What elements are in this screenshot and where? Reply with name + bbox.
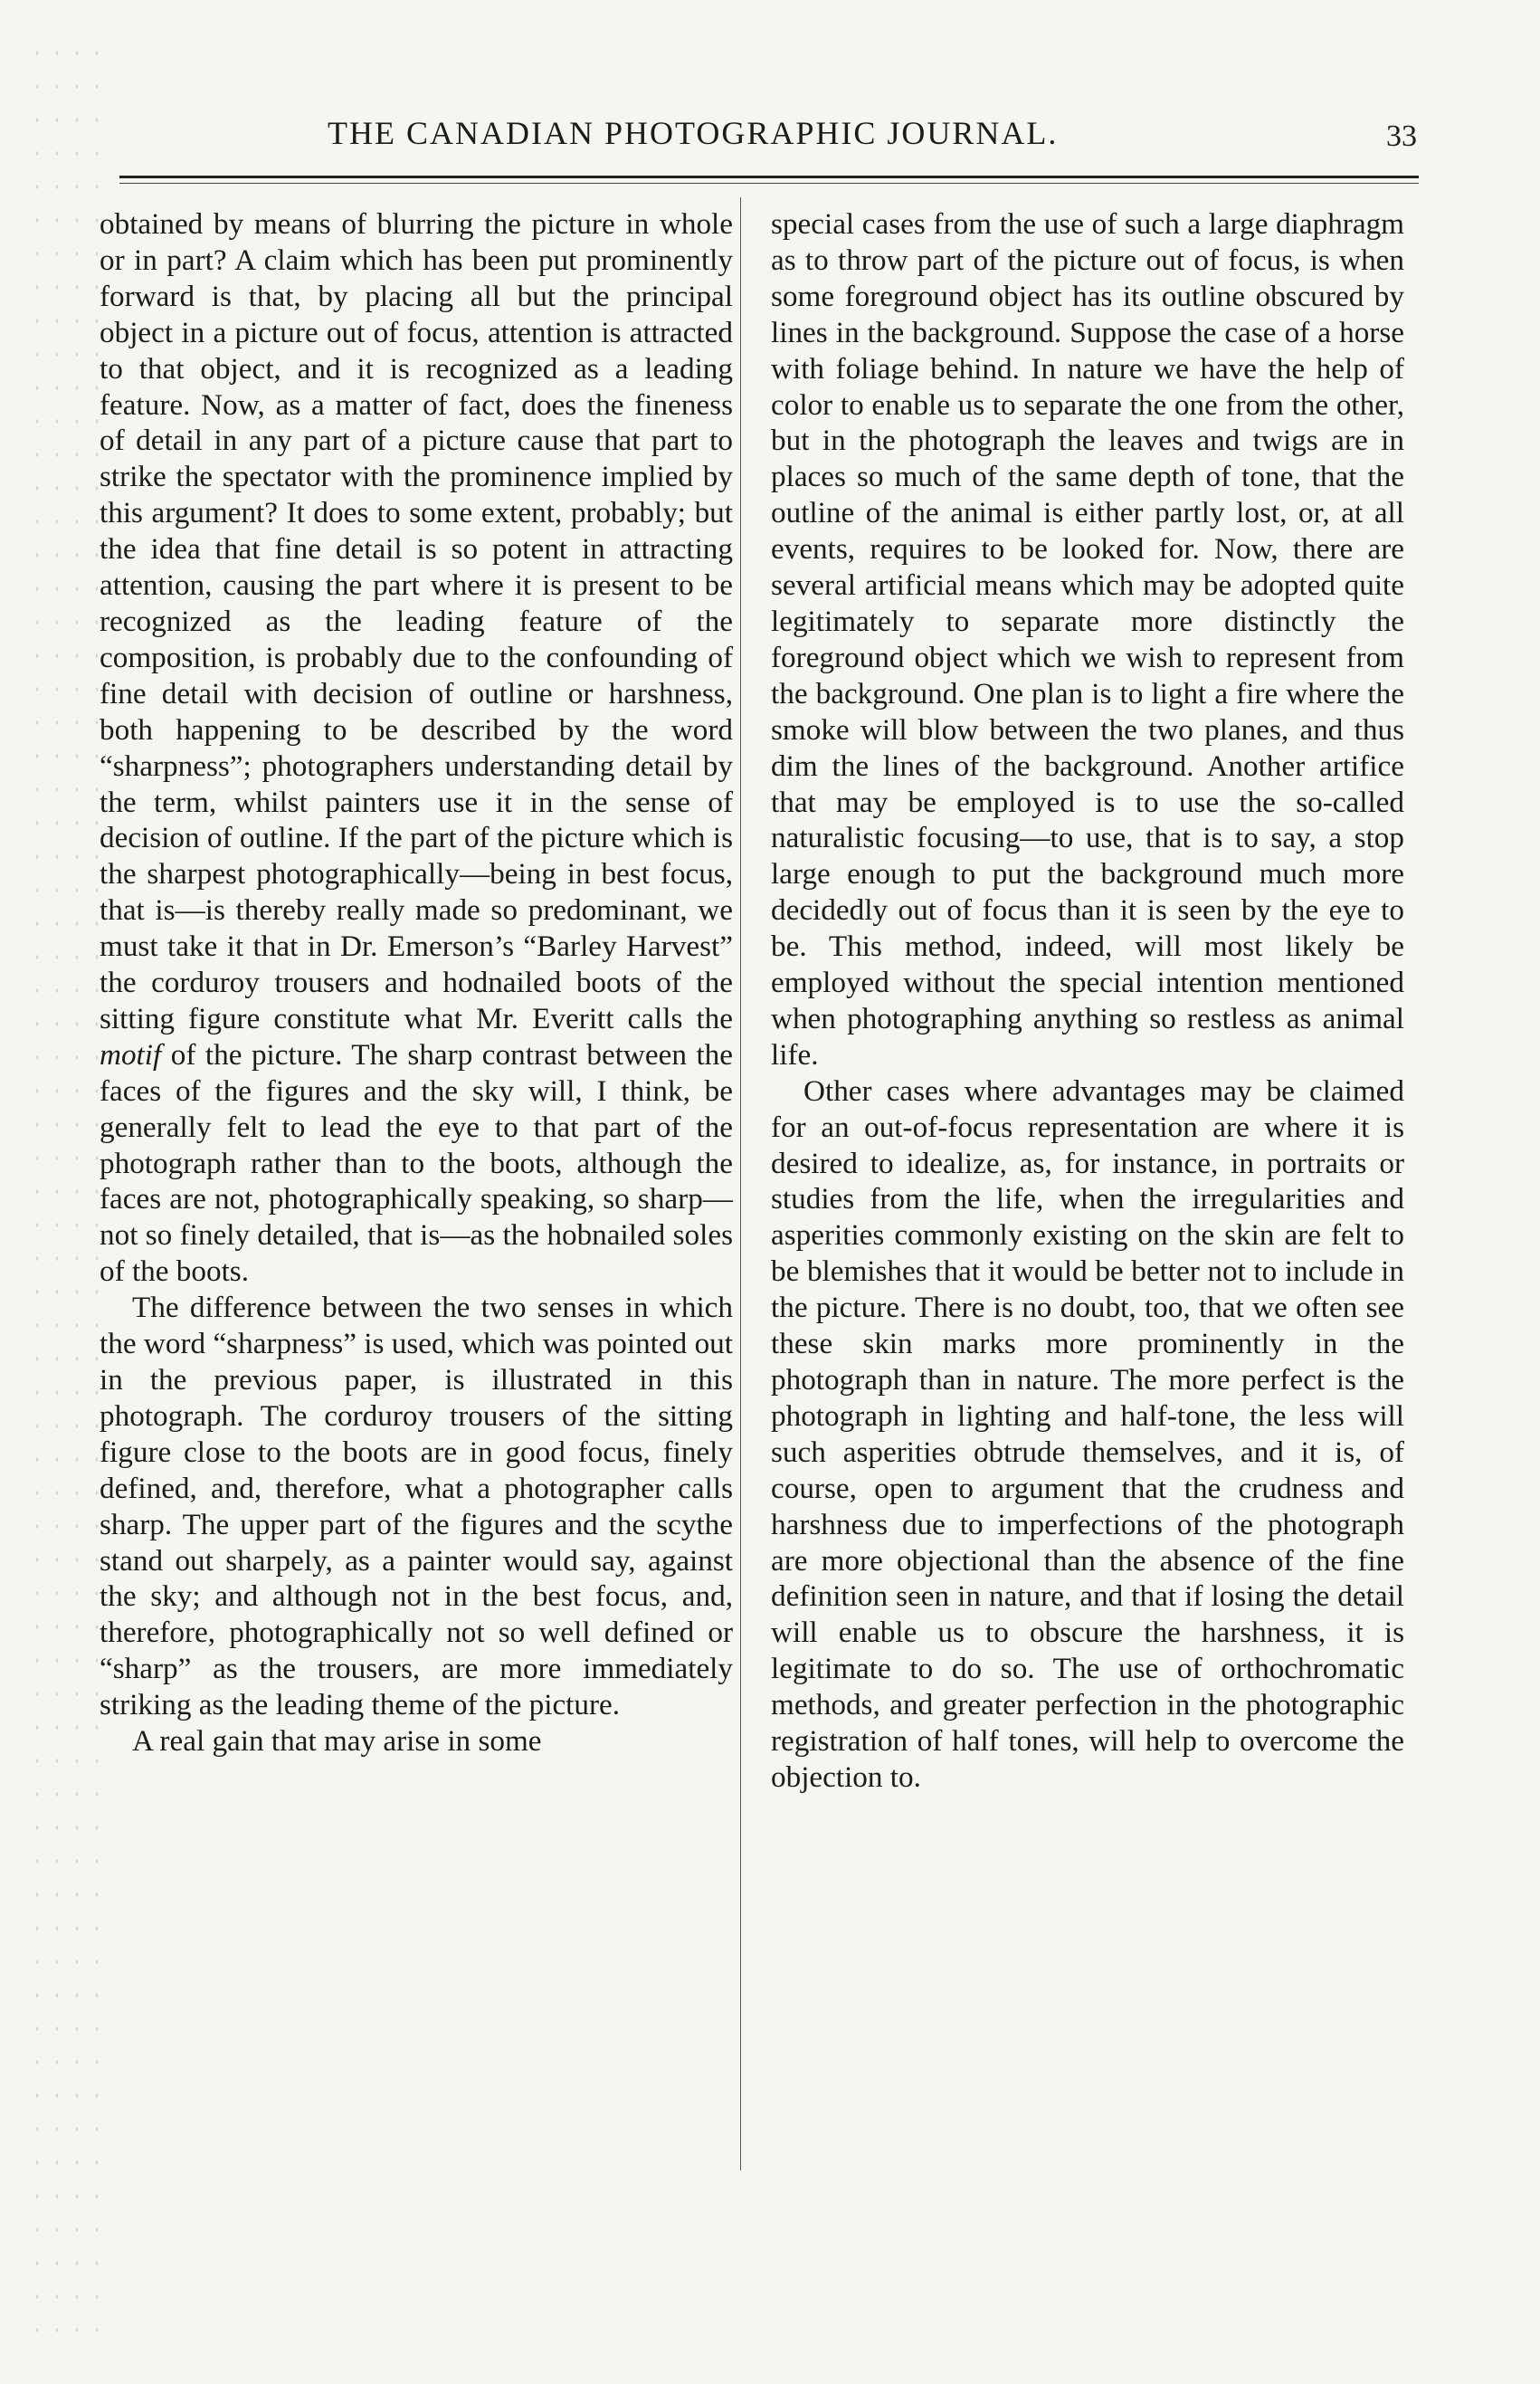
right-paragraph-2: Other cases where advantages may be claimed for an out-of-focus representation are where it is desired to idealize, as, for instance, in portraits or studies from the life, when the irregularities and asperities commonly existing on the skin are felt to be blemishes that it would be better not to include in the picture. There is no doubt, too, that we often see these skin marks more prominently in the photograph than in nature. The more perfect is the photograph in lighting and half-tone, the less will such asperities obtrude themselves, and it is, of course, open to argument that the crudness and harshness due to imperfections of the photograph are more objectional than the absence of the fine definition seen in nature, and that if losing the detail will enable us to obscure the harshness, it is legitimate to do so. The use of orthochromatic methods, and greater perfection in the photographic registration of half tones, will help to overcome the objection to. (771, 1073, 1404, 1794)
journal-title: THE CANADIAN PHOTOGRAPHIC JOURNAL. (328, 115, 1059, 151)
motif-italic: motif (100, 1037, 162, 1072)
right-column (771, 206, 1404, 1796)
header-rule-thin (119, 183, 1419, 184)
left-paragraph-2: The difference between the two senses in which the word “sharpness” is used, which was pointed out in the previous paper, is illustrated in this photograph. The corduroy trousers of the sitting figure close to the boots are in good focus, finely defined, and, therefore, what a photographer calls sharp. The upper part of the figures and the scythe stand out sharpely, as a painter would say, against the sky; and although not in the best focus, and, therefore, photographically not so well defined or “sharp” as the trousers, are more immediately striking as the leading theme of the picture. (100, 1291, 733, 1722)
left-column (100, 206, 733, 1759)
page-number: 33 (1386, 119, 1417, 153)
binding-edge-specks (27, 36, 109, 2353)
left-paragraph-1-end: of the picture. The sharp contrast between the faces of the figures and the sky will, I think, be generally felt to lead the eye to that part of the photograph rather than to the boots, although the faces are not, photographically speaking, so sharp—not so finely detailed, that is—as the hobnailed soles of the boots. (100, 1037, 733, 1289)
page-header (118, 107, 1421, 161)
left-paragraph-3: A real gain that may arise in some (132, 1724, 542, 1759)
left-paragraph-1 (100, 206, 733, 1290)
right-paragraph-1: special cases from the use of such a large diaphragm as to throw part of the picture out of focus, is when some foreground object has its outline obscured by lines in the background. Suppose the case of a horse with foliage behind. In nature we have the help of color to enable us to separate the one from the other, but in the photograph the leaves and twigs are in places so much of the same depth of tone, that the outline of the animal is either partly lost, or, at all events, requires to be looked for. Now, there are several artificial means which may be adopted quite legitimately to separate more distinctly the foreground object which we wish to represent from the background. One plan is to light a fire where the smoke will blow between the two planes, and thus dim the lines of the background. Another artifice that may be employed is to use the so-called naturalistic focusing—to use, that is to say, a stop large enough to put the background much more decidedly out of focus than it is seen by the eye to be. This method, indeed, will most likely be employed without the special intention mentioned when photographing anything so restless as animal life. (771, 207, 1404, 1072)
column-divider (740, 197, 741, 2170)
header-rule-thick (119, 176, 1419, 178)
left-paragraph-1-text: obtained by means of blurring the picture in whole or in part? A claim which has been put prominently forward is that, by placing all but the principal object in a picture out of focus, attention is attracted to that object, and it is recognized as a leading feature. Now, as a matter of fact, does the fineness of detail in any part of a picture cause that part to strike the spectator with the prominence implied by this argument? It does to some extent, probably; but the idea that fine detail is so potent in attracting attention, causing the part where it is present to be recognized as the leading feature of the composition, is probably due to the confounding of fine detail with decision of outline or harshness, both happening to be described by the word “sharpness”; photographers understanding detail by the term, whilst painters use it in the sense of decision of outline. If the part of the picture which is the sharpest photographically—being in best focus, that is—is thereby really made so predominant, we must take it that in Dr. Emerson’s “Barley Harvest” the corduroy trousers and hodnailed boots of the sitting figure constitute what Mr. Everitt calls the (100, 207, 733, 1035)
